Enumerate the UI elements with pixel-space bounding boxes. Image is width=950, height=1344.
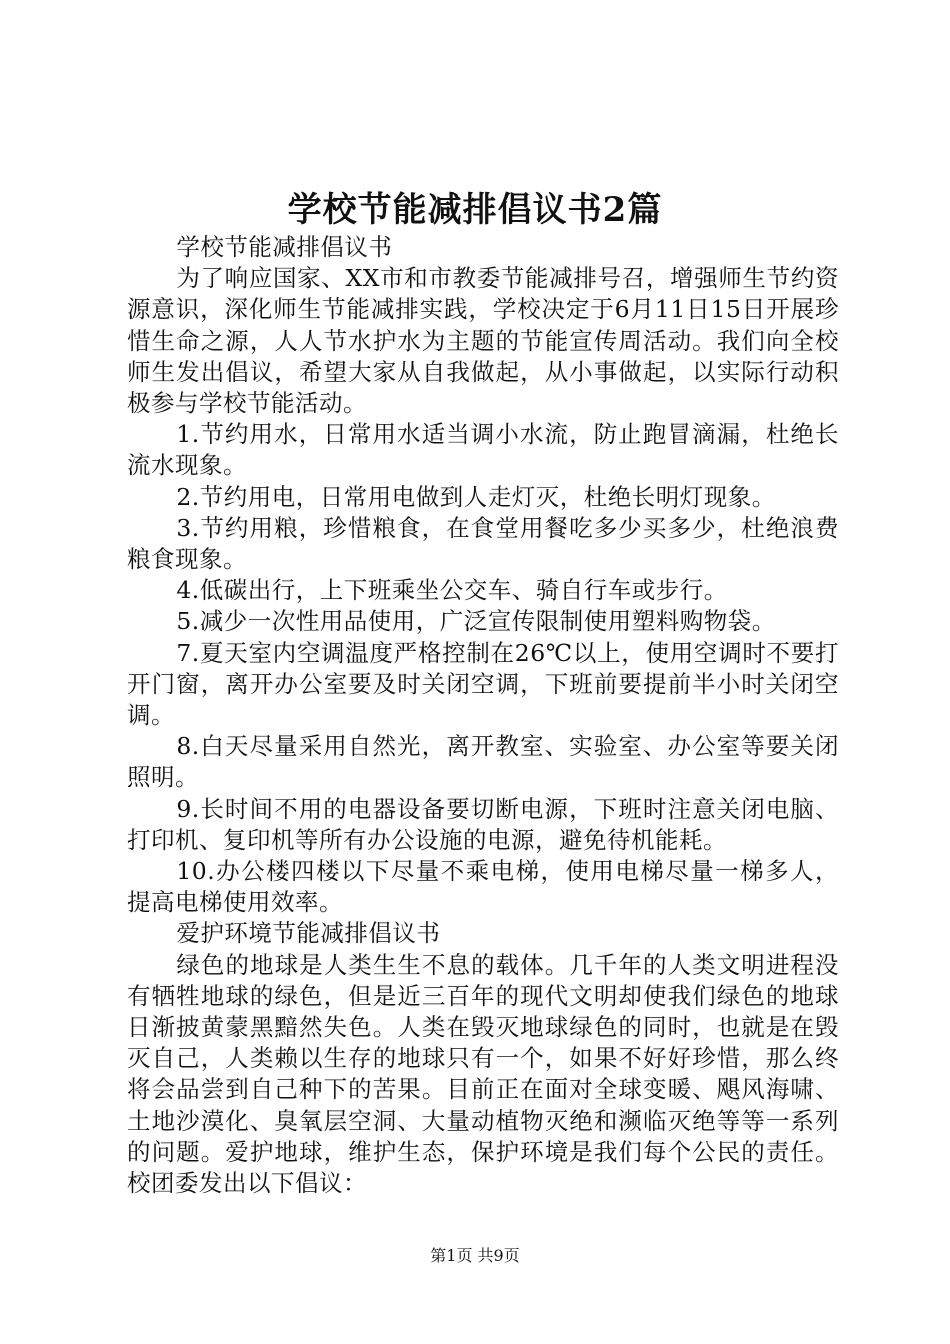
list-item: 2.节约用电，日常用电做到人走灯灭，杜绝长明灯现象。 [176,482,776,511]
section-heading: 爱护环境节能减排倡议书 [176,919,441,948]
list-item: 8.白天尽量采用自然光，离开教室、实验室、办公室等要关闭照明。 [127,732,839,792]
page-footer: 第1页 共9页 [430,1246,520,1265]
document-body [127,232,839,1199]
list-item: 9.长时间不用的电器设备要切断电源，下班时注意关闭电脑、打印机、复印机等所有办公设施的电源，避免待机能耗。 [127,794,839,854]
list-item: 1.节约用水，日常用水适当调小水流，防止跑冒滴漏，杜绝长流水现象。 [127,420,839,480]
list-item: 4.低碳出行，上下班乘坐公交车、骑自行车或步行。 [176,576,728,605]
list-item: 5.减少一次性用品使用，广泛宣传限制使用塑料购物袋。 [176,607,776,636]
paragraph: 为了响应国家、XX市和市教委节能减排号召，增强师生节约资源意识，深化师生节能减排实践，学校决定于6月11日15日开展珍惜生命之源，人人节水护水为主题的节能宣传周活动。我们向全校师生发出倡议，希望大家从自我做起，从小事做起，以实际行动积极参与学校节能活动。 [127,264,839,418]
list-item: 10.办公楼四楼以下尽量不乘电梯，使用电梯尽量一梯多人，提高电梯使用效率。 [127,857,839,917]
list-item: 7.夏天室内空调温度严格控制在26℃以上，使用空调时不要打开门窗，离开办公室要及时关闭空调，下班前要提前半小时关闭空调。 [127,638,839,730]
section-heading: 学校节能减排倡议书 [176,233,393,261]
document-title: 学校节能减排倡议书2篇 [287,190,663,230]
list-item: 3.节约用粮，珍惜粮食，在食堂用餐吃多少买多少，杜绝浪费粮食现象。 [127,513,839,574]
paragraph: 绿色的地球是人类生生不息的载体。几千年的人类文明进程没有牺牲地球的绿色，但是近三百年的现代文明却使我们绿色的地球日渐披黄蒙黑黯然失色。人类在毁灭地球绿色的同时，也就是在毁灭自己，人类赖以生存的地球只有一个，如果不好好珍惜，那么终将会品尝到自己种下的苦果。目前正在面对全球变暖、飓风海啸、土地沙漠化、臭氧层空洞、大量动植物灭绝和濒临灭绝等等一系列的问题。爱护地球，维护生态，保护环境是我们每个公民的责任。校团委发出以下倡议： [127,950,839,1198]
